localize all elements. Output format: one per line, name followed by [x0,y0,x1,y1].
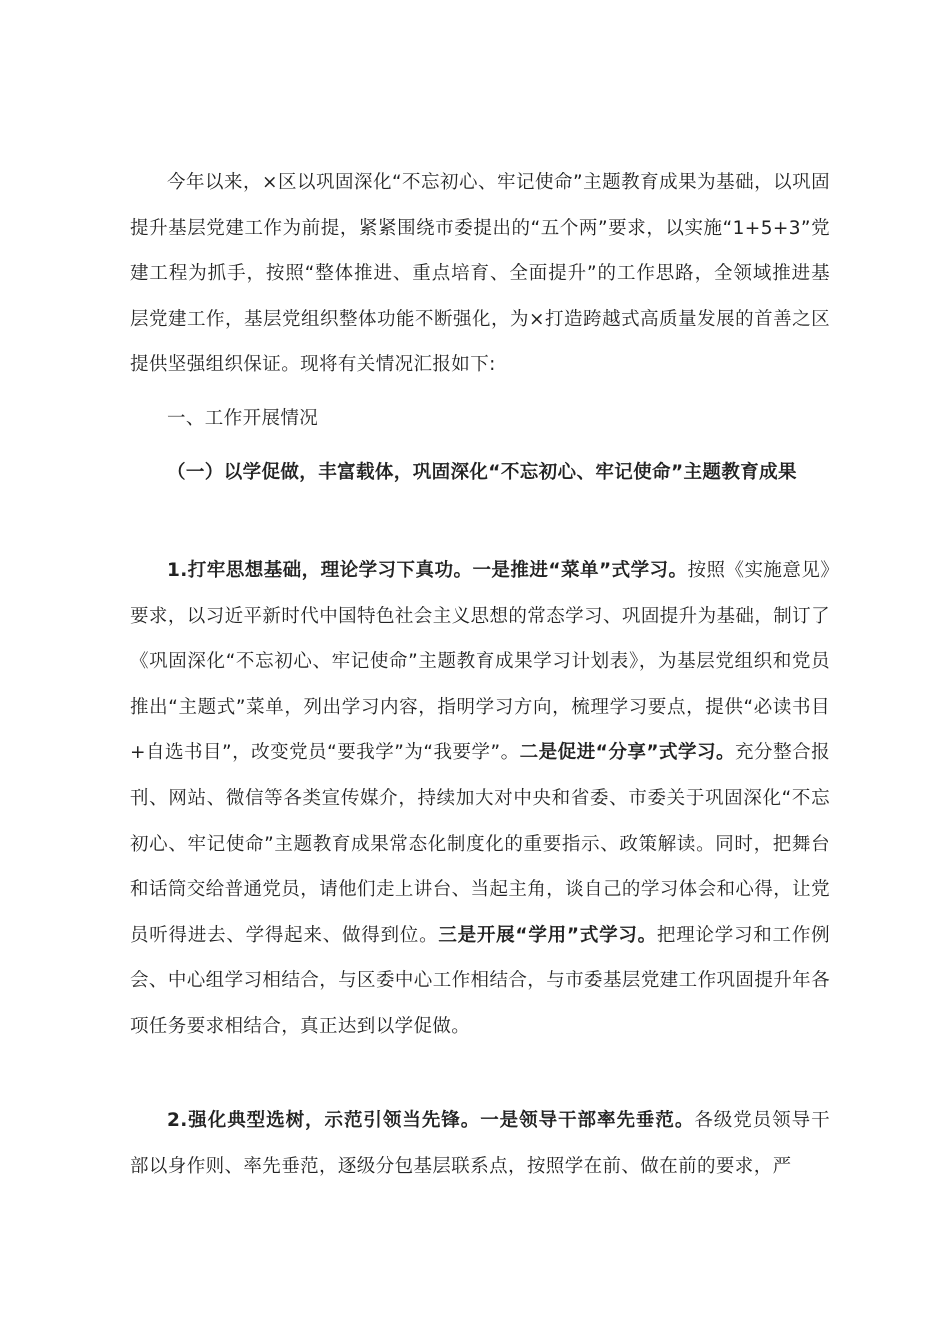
item1-point2-text: 充分整合报刊、网站、微信等各类宣传媒介，持续加大对中央和省委、市委关于巩固深化“不忘初心、牢记使命”主题教育成果常态化制度化的重要指示、政策解读。同时，把舞台和话筒交给普通党员，请他们走上讲台、当起主角，谈自己的学习体会和心得，让党员听得进去、学得起来、做得到位。 [130,742,830,946]
item1-point2-lead: 二是促进“分享”式学习。 [519,742,736,764]
item1-paragraph [130,548,830,1050]
intro-text: 今年以来，×区以巩固深化“不忘初心、牢记使命”主题教育成果为基础，以巩固提升基层党建工作为前提，紧紧围绕市委提出的“五个两”要求，以实施“1+5+3”党建工程为抓手，按照“整体推进、重点培育、全面提升”的工作思路，全领域推进基层党建工作，基层党组织整体功能不断强化，为×打造跨越式高质量发展的首善之区提供坚强组织保证。现将有关情况汇报如下: [130,172,830,376]
item1-text [130,548,830,1050]
item2-point1-text: 各级党员领导干部以身作则、率先垂范，逐级分包基层联系点，按照学在前、做在前的要求，严 [130,1110,830,1177]
item1-point1-lead: 一是推进“菜单”式学习。 [472,560,688,581]
item1-point1-text: 按照《实施意见》要求，以习近平新时代中国特色社会主义思想的常态学习、巩固提升为基础，制订了《巩固深化“不忘初心、牢记使命”主题教育成果学习计划表》，为基层党组织和党员推出“主题式”菜单，列出学习内容，指明学习方向，梳理学习要点，提供“必读书目+自选书目”，改变党员“要我学”为“我要学”。 [130,560,831,764]
item2-text [130,1098,830,1189]
section-heading: 一、工作开展情况 [167,408,319,429]
subsection-heading: （一）以学促做，丰富载体，巩固深化“不忘初心、牢记使命”主题教育成果 [167,462,797,483]
intro-paragraph [130,160,830,388]
item2-heading: 2.强化典型选树，示范引领当先锋。 [167,1110,481,1131]
item2-point1-lead: 一是领导干部率先垂范。 [480,1110,695,1131]
item2-paragraph [130,1098,830,1189]
subsection-heading-block [130,450,830,496]
item1-point3-lead: 三是开展“学用”式学习。 [438,924,657,946]
section-heading-block [130,396,830,442]
item1-heading: 1.打牢思想基础，理论学习下真功。 [167,560,473,581]
item1-point3-text: 把理论学习和工作例会、中心组学习相结合，与区委中心工作相结合，与市委基层党建工作巩固提升年各项任务要求相结合，真正达到以学促做。 [130,924,830,1037]
